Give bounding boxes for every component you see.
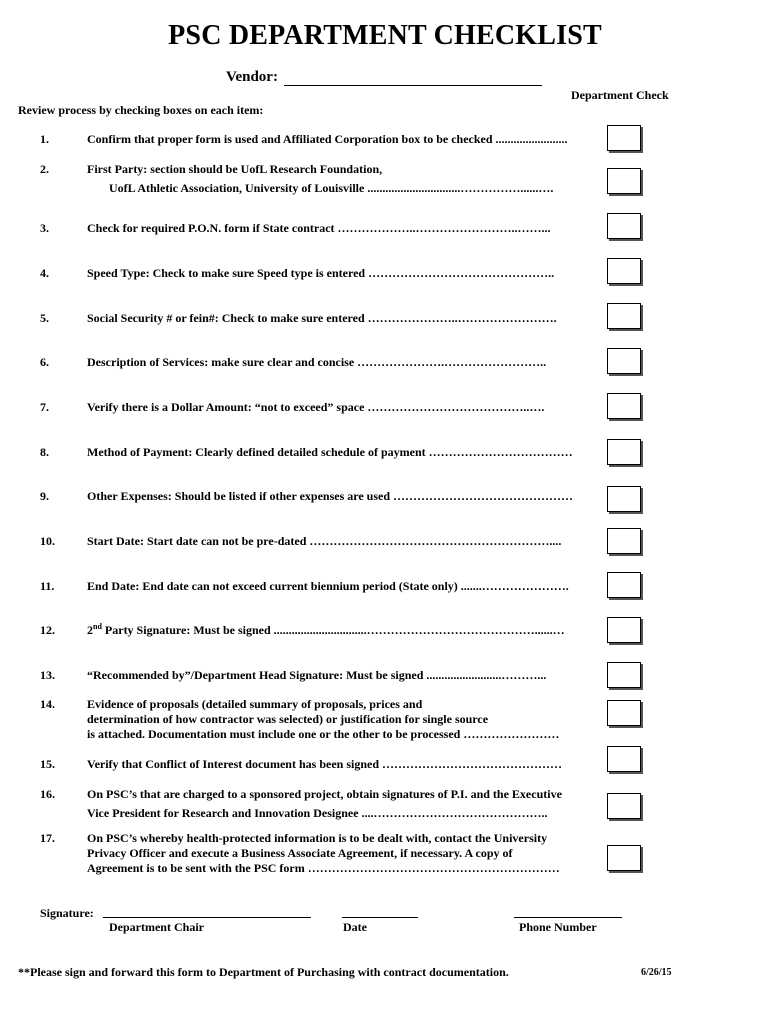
item-text: [87, 697, 602, 742]
item-2-checkbox[interactable]: [607, 168, 641, 194]
item-13-checkbox[interactable]: [607, 662, 641, 688]
item-line: UofL Athletic Association, University of Louisville ...............................……………......….: [109, 181, 554, 195]
item-10-checkbox[interactable]: [607, 528, 641, 554]
page-title: PSC DEPARTMENT CHECKLIST: [168, 20, 602, 51]
item-6-checkbox[interactable]: [607, 348, 641, 374]
item-line: Vice President for Research and Innovation Designee ....……………………………………..: [87, 806, 548, 820]
item-15-checkbox[interactable]: [607, 746, 641, 772]
item-text: [87, 489, 602, 504]
item-line: Verify that Conflict of Interest document has been signed ………………………………………: [87, 757, 562, 771]
item-3-checkbox[interactable]: [607, 213, 641, 239]
item-11-checkbox[interactable]: [607, 572, 641, 598]
item-number: 7.: [40, 400, 49, 414]
item-text: [87, 534, 602, 549]
item-text: [87, 266, 602, 281]
item-text: [87, 311, 602, 326]
footer-instruction: **Please sign and forward this form to Department of Purchasing with contract documentation.: [18, 965, 509, 979]
item-line: Check for required P.O.N. form if State contract ………………..……………………..……...: [87, 221, 551, 235]
item-line: Social Security # or fein#: Check to make sure entered …………………..…………………….: [87, 311, 557, 325]
item-number: 4.: [40, 266, 49, 280]
department-chair-signature-line[interactable]: [103, 917, 311, 918]
vendor-field[interactable]: [284, 71, 542, 86]
item-number: 5.: [40, 311, 49, 325]
item-1-checkbox[interactable]: [607, 125, 641, 151]
vendor-row: [226, 69, 542, 86]
item-line: [87, 623, 602, 638]
item-line: On PSC’s whereby health-protected information is to be dealt with, contact the University: [87, 831, 548, 845]
item-number: 15.: [40, 757, 55, 771]
item-4-checkbox[interactable]: [607, 258, 641, 284]
item-14-checkbox[interactable]: [607, 700, 641, 726]
ordinal-number: 2: [87, 623, 93, 637]
item-number: 8.: [40, 445, 49, 459]
item-9-checkbox[interactable]: [607, 486, 641, 512]
item-text: [87, 579, 602, 594]
item-text: [87, 787, 602, 821]
item-line: is attached. Documentation must include one or the other to be processed ……………………: [87, 727, 560, 741]
item-line: Confirm that proper form is used and Affiliated Corporation box to be checked ........................: [87, 132, 568, 146]
item-text: [87, 221, 602, 236]
item-number: 2.: [40, 162, 49, 176]
item-number: 1.: [40, 132, 49, 146]
vendor-label: Vendor:: [226, 69, 278, 85]
item-text: [87, 668, 602, 683]
item-line: Evidence of proposals (detailed summary of proposals, prices and: [87, 697, 423, 711]
item-line: Privacy Officer and execute a Business Associate Agreement, if necessary. A copy of: [87, 846, 513, 860]
item-line: determination of how contractor was selected) or justification for single source: [87, 712, 489, 726]
item-7-checkbox[interactable]: [607, 393, 641, 419]
phone-number-line[interactable]: [514, 917, 622, 918]
item-line: First Party: section should be UofL Research Foundation,: [87, 162, 383, 176]
item-line: On PSC’s that are charged to a sponsored project, obtain signatures of P.I. and the Executive: [87, 787, 562, 801]
item-line: Speed Type: Check to make sure Speed type is entered ………………………………………..: [87, 266, 555, 280]
item-number: 6.: [40, 355, 49, 369]
signature-label: Signature:: [40, 906, 94, 920]
date-signature-line[interactable]: [342, 917, 418, 918]
item-number: 17.: [40, 831, 55, 845]
item-text: [87, 623, 602, 638]
ordinal-suffix: nd: [93, 622, 102, 631]
item-line: Agreement is to be sent with the PSC form ………………………………………………………: [87, 861, 560, 875]
item-text: [87, 757, 602, 772]
item-number: 3.: [40, 221, 49, 235]
item-number: 12.: [40, 623, 55, 637]
item-5-checkbox[interactable]: [607, 303, 641, 329]
item-line: End Date: End date can not exceed current biennium period (State only) .......………………….: [87, 579, 569, 593]
item-text: [87, 162, 602, 196]
item-text: [87, 355, 602, 370]
item-number: 13.: [40, 668, 55, 682]
revision-date: 6/26/15: [641, 967, 672, 978]
item-16-checkbox[interactable]: [607, 793, 641, 819]
item-line: “Recommended by”/Department Head Signature: Must be signed .........................………...: [87, 668, 547, 682]
item-17-checkbox[interactable]: [607, 845, 641, 871]
department-check-header: Department Check: [571, 88, 669, 102]
item-line: Method of Payment: Clearly defined detailed schedule of payment ………………………………: [87, 445, 573, 459]
item-line-text: Party Signature: Must be signed ...............................……………………………………......…: [104, 623, 565, 637]
item-number: 16.: [40, 787, 55, 801]
item-12-checkbox[interactable]: [607, 617, 641, 643]
item-number: 11.: [40, 579, 55, 593]
department-chair-caption: Department Chair: [109, 920, 204, 934]
date-caption: Date: [343, 920, 367, 934]
item-text: [87, 132, 602, 147]
item-line: Other Expenses: Should be listed if other expenses are used ………………………………………: [87, 489, 574, 503]
item-text: [87, 831, 602, 876]
item-text: [87, 400, 602, 415]
item-8-checkbox[interactable]: [607, 439, 641, 465]
item-line: Description of Services: make sure clear and concise ………………….……………………..: [87, 355, 547, 369]
item-number: 14.: [40, 697, 55, 711]
item-number: 9.: [40, 489, 49, 503]
item-number: 10.: [40, 534, 55, 548]
phone-number-caption: Phone Number: [519, 920, 597, 934]
item-text: [87, 445, 602, 460]
review-instruction: Review process by checking boxes on each item:: [18, 103, 264, 117]
item-line: Verify there is a Dollar Amount: “not to exceed” space …………………………………..….: [87, 400, 545, 414]
item-line: Start Date: Start date can not be pre-dated ……………………………………………………....: [87, 534, 562, 548]
